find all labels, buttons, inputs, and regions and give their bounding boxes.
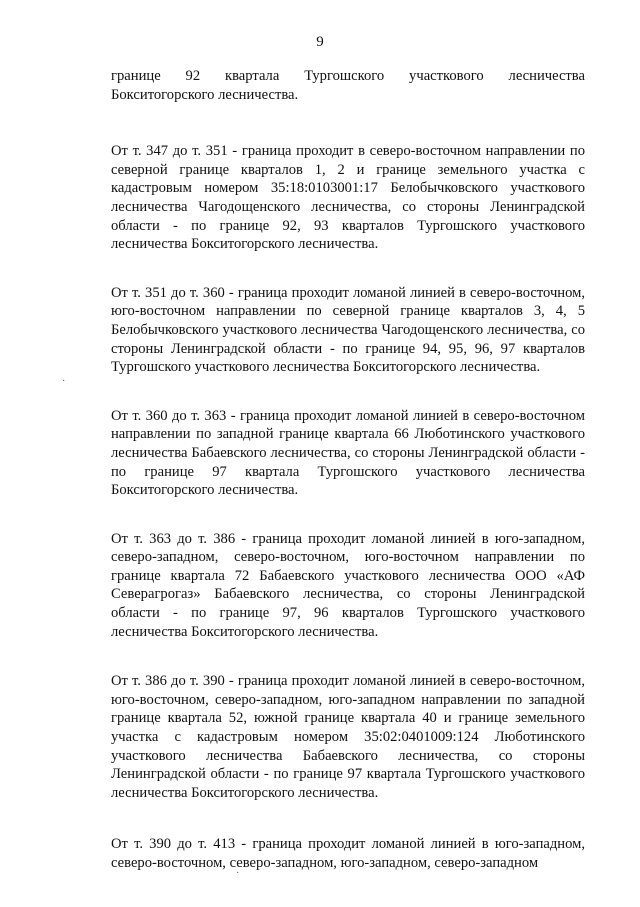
paragraph-segment-390-413: От т. 390 до т. 413 - граница проходит ломаной линией в юго-западном, северо-восточном, северо-западном, юго-западном, северо-западном bbox=[111, 836, 585, 871]
paragraph-segment-363-386: От т. 363 до т. 386 - граница проходит ломаной линией в юго-западном, северо-западном, северо-восточном, юго-восточном направлении по границе квартала 72 Бабаевского участкового лесничества ООО «АФ Северагрогаз» Бабаевского лесничества, со стороны Ленинградской области - по границе 97, 96 кварталов Тургошского участкового лесничества Бокситогорского лесничества. bbox=[111, 530, 585, 640]
paragraph-segment-347-351: От т. 347 до т. 351 - граница проходит в северо-восточном направлении по северной границе кварталов 1, 2 и границе земельного участка с кадастровым номером 35:18:0103001:17 Белобычковского участкового лесничества Чагодощенского лесничества, со стороны Ленинградской области - по границе 92, 93 кварталов Тургошского участкового лесничества Бокситогорского лесничества. bbox=[111, 143, 585, 253]
paragraph-segment-360-363: От т. 360 до т. 363 - граница проходит ломаной линией в северо-восточном направлении по западной границе квартала 66 Люботинского участкового лесничества Бабаевского лесничества, со стороны Ленинградской области - по границе 97 квартала Тургошского участкового лесничества Бокситогорского лесничества. bbox=[111, 407, 585, 499]
paragraph-segment-386-390: От т. 386 до т. 390 - граница проходит ломаной линией в северо-восточном, юго-восточном, северо-западном, юго-западном направлении по западной границе квартала 52, южной границе квартала 40 и границе земельного участка с кадастровым номером 35:02:0401009:124 Люботинского участкового лесничества Бабаевского лесничества, со стороны Ленинградской области - по границе 97 квартала Тургошского участкового лесничества Бокситогорского лесничества. bbox=[111, 673, 585, 801]
paragraph-continuation: границе 92 квартала Тургошского участкового лесничества Бокситогорского лесничества. bbox=[111, 68, 585, 103]
document-body bbox=[111, 67, 585, 907]
scan-speck: · bbox=[62, 376, 66, 387]
scan-speck: · bbox=[236, 868, 240, 879]
page-number: 9 bbox=[316, 34, 324, 50]
paragraph-segment-351-360: От т. 351 до т. 360 - граница проходит ломаной линией в северо-восточном, юго-восточном направлении по северной границе кварталов 3, 4, 5 Белобычковского участкового лесничества Чагодощенского лесничества, со стороны Ленинградской области - по границе 94, 95, 96, 97 кварталов Тургошского участкового лесничества Бокситогорского лесничества. bbox=[111, 284, 585, 376]
